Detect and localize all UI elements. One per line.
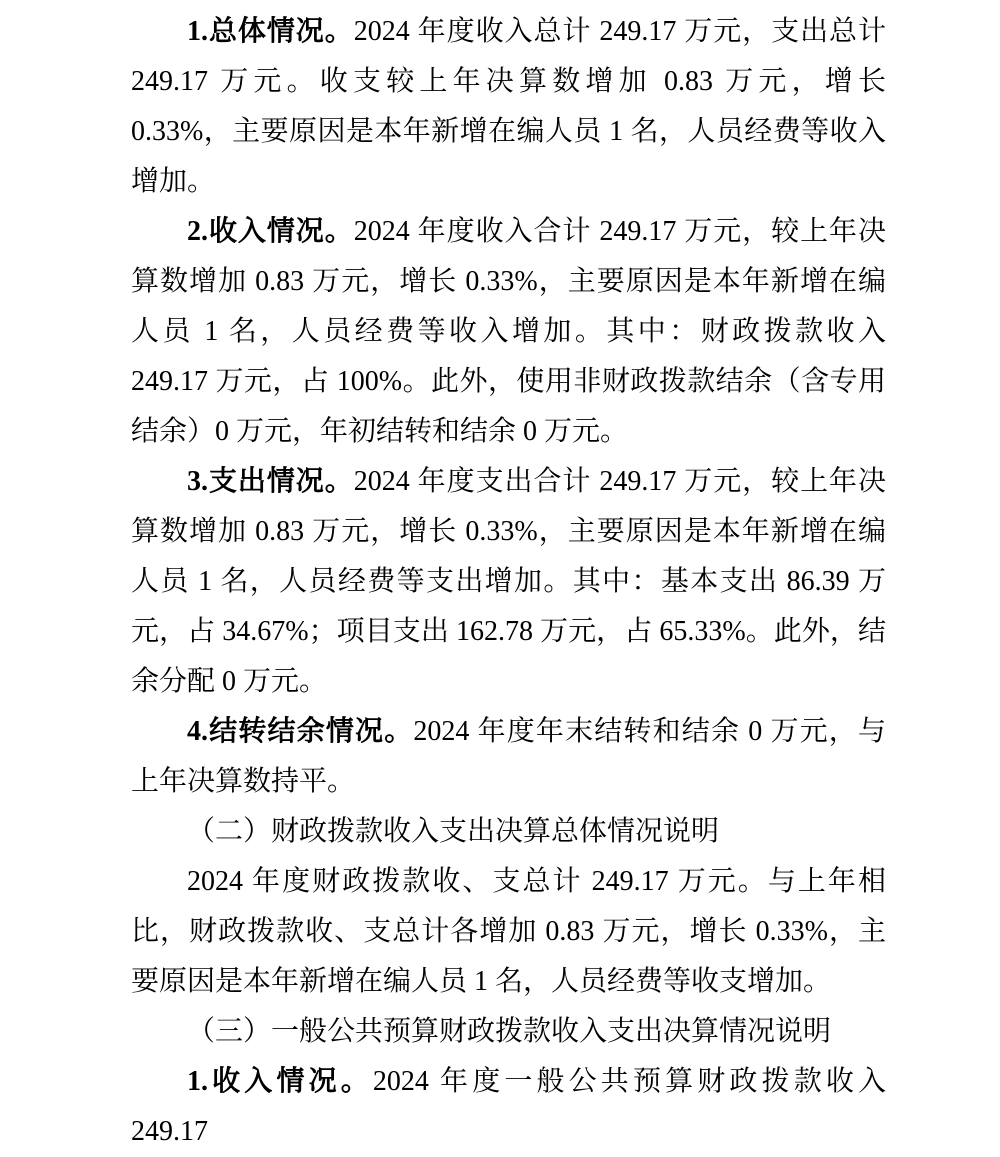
document-body xyxy=(131,7,886,1157)
paragraph-lead: 2.收入情况。 xyxy=(187,216,354,247)
paragraph xyxy=(131,707,886,807)
paragraph xyxy=(131,207,886,457)
section-heading xyxy=(131,807,886,857)
paragraph-text: （三）一般公共预算财政拨款收入支出决算情况说明 xyxy=(187,1016,832,1047)
paragraph-lead: 1.收入情况。 xyxy=(187,1066,373,1097)
paragraph-text: 2024 年度支出合计 249.17 万元，较上年决算数增加 0.83 万元，增长 0.33%，主要原因是本年新增在编人员 1 名，人员经费等支出增加。其中：基本支出 86.39 万元，占 34.67%；项目支出 162.78 万元，占 65.33%。此外，结余分配 0 万元。 xyxy=(131,466,886,697)
paragraph-text: 2024 年度收入总计 249.17 万元，支出总计 249.17 万元。收支较上年决算数增加 0.83 万元，增长 0.33%，主要原因是本年新增在编人员 1 名，人员经费等收入增加。 xyxy=(131,16,886,197)
paragraph-lead: 4.结转结余情况。 xyxy=(187,716,414,747)
paragraph-text: 2024 年度财政拨款收、支总计 249.17 万元。与上年相比，财政拨款收、支总计各增加 0.83 万元，增长 0.33%，主要原因是本年新增在编人员 1 名，人员经费等收支增加。 xyxy=(131,866,886,997)
section-heading xyxy=(131,1007,886,1057)
paragraph-text: 2024 年度收入合计 249.17 万元，较上年决算数增加 0.83 万元，增长 0.33%，主要原因是本年新增在编人员 1 名，人员经费等收入增加。其中：财政拨款收入 249.17 万元，占 100%。此外，使用非财政拨款结余（含专用结余）0 万元，年初结转和结余 0 万元。 xyxy=(131,216,886,447)
paragraph-text: 2024 年度一般公共预算财政拨款收入 249.17 xyxy=(131,1066,886,1147)
paragraph-lead: 3.支出情况。 xyxy=(187,466,354,497)
paragraph xyxy=(131,857,886,1007)
paragraph xyxy=(131,7,886,207)
paragraph-text: （二）财政拨款收入支出决算总体情况说明 xyxy=(187,816,720,847)
paragraph-lead: 1.总体情况。 xyxy=(187,16,354,47)
paragraph xyxy=(131,1057,886,1157)
paragraph-text: 2024 年度年末结转和结余 0 万元，与上年决算数持平。 xyxy=(131,716,886,797)
paragraph xyxy=(131,457,886,707)
